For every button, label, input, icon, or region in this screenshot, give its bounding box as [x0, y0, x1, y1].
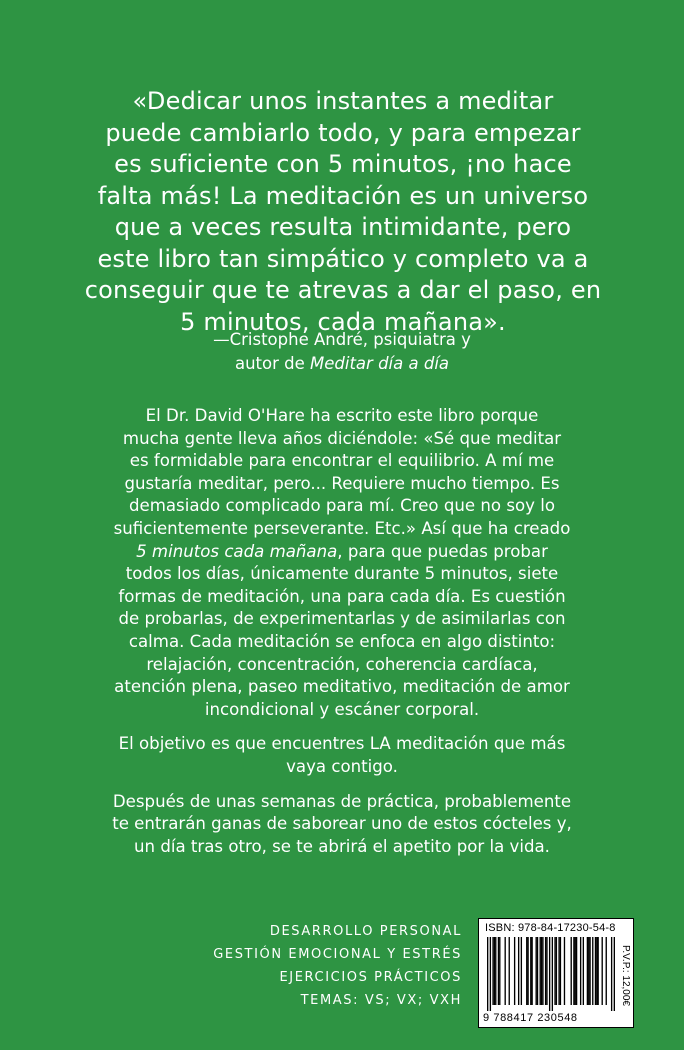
barcode-bar [573, 937, 574, 1005]
blurb-line: es formidable para encontrar el equilibrio. A mí me [129, 451, 555, 471]
blurb-line: El Dr. David O'Hare ha escrito este libro porque [145, 406, 539, 425]
blurb-line: demasiado complicado para mí. Creo que no soy lo [128, 496, 555, 516]
barcode-bar [498, 937, 499, 1005]
barcode-bar [530, 937, 531, 1005]
blurb-line: todos los días, únicamente durante 5 minutos, siete [125, 564, 559, 584]
barcode-bar [490, 937, 491, 1011]
blurb-line: calma. Cada meditación se enfoca en algo distinto: [128, 631, 556, 651]
barcode-bar [589, 937, 590, 1005]
category-item: DESARROLLO PERSONAL [269, 924, 462, 939]
quote-line: conseguir que te atrevas a dar el paso, en [84, 276, 602, 304]
blurb-paragraph-3 [50, 791, 634, 859]
blurb-line: suficientemente perseverante. Etc.» Así que ha creado [113, 518, 571, 538]
barcode-bar [537, 937, 538, 1005]
barcode-bar [587, 937, 588, 1005]
barcode-bar [545, 937, 546, 1005]
barcode-bar [536, 937, 537, 1005]
attribution-author: —Cristophe André, psiquiatra y [213, 330, 471, 349]
barcode-bar [611, 937, 612, 1011]
quote-line: falta más! La meditación es un universo [97, 181, 589, 210]
price-label: P.V.P.: 12,00€ [620, 945, 631, 1006]
blurb-line: incondicional y escáner corporal. [204, 699, 480, 719]
barcode-bar [540, 937, 541, 1005]
barcode-bar [526, 937, 527, 1005]
blurb-line: de probarlas, de experimentarlas y de asimilarlas con [118, 609, 566, 629]
barcode-bars [487, 937, 615, 1011]
blurb-line: relajación, concentración, coherencia cardíaca, [146, 654, 538, 674]
barcode-bar [546, 937, 547, 1005]
barcode-bar [527, 937, 528, 1005]
blurb-line: El objetivo es que encuentres LA meditación que más [118, 734, 566, 754]
attribution-book [120, 352, 564, 376]
barcode-bar [505, 937, 506, 1005]
quote-line: este libro tan simpático y completo va a [97, 244, 589, 273]
barcode-bar [521, 937, 522, 1005]
barcode-bar [499, 937, 500, 1005]
barcode-bar [595, 937, 596, 1005]
barcode-bar [552, 937, 553, 1011]
quote-attribution [120, 328, 564, 375]
barcode-bar [592, 937, 593, 1005]
blurb-line: Después de unas semanas de práctica, probablemente [112, 791, 572, 811]
isbn-label: ISBN: 978-84-17230-54-8 [485, 922, 616, 934]
barcode-bar [564, 937, 565, 1005]
barcode-bar [541, 937, 542, 1005]
barcode-bar [602, 937, 603, 1005]
endorsement-quote [60, 86, 626, 338]
quote-line: «Dedicar unos instantes a meditar [132, 87, 554, 115]
quote-line: 5 minutos, cada mañana». [180, 307, 506, 336]
barcode-bar [514, 937, 515, 1005]
quote-line: puede cambiarlo todo, y para empezar [105, 118, 581, 147]
barcode-bar [606, 937, 607, 1005]
barcode-bar [556, 937, 557, 1005]
category-item: TEMAS: VS; VX; VXH [300, 993, 462, 1008]
category-item: GESTIÓN EMOCIONAL Y ESTRÉS [213, 947, 462, 962]
blurb-line: te entrarán ganas de saborear uno de estos cócteles y, [112, 814, 572, 834]
barcode-bar [588, 937, 589, 1005]
blurb [50, 405, 634, 870]
barcode-bar [492, 937, 493, 1005]
barcode-bar [509, 937, 510, 1005]
barcode-bar [580, 937, 581, 1005]
blurb-line: , para que puedas probar [337, 541, 548, 561]
isbn-barcode [478, 918, 634, 1028]
blurb-line: mucha gente lleva años diciéndole: «Sé que meditar [122, 428, 562, 448]
quote-line: es suficiente con 5 minutos, ¡no hace [114, 150, 572, 178]
barcode-bar [518, 937, 519, 1005]
barcode-bar [531, 937, 532, 1005]
attribution-book-prefix: autor de [234, 353, 311, 373]
blurb-book-title: 5 minutos cada mañana [136, 541, 338, 561]
barcode-bar [494, 937, 495, 1005]
barcode-bar [554, 937, 555, 1005]
blurb-line: formas de meditación, una para cada día. Es cuestión [118, 586, 566, 606]
blurb-line: gustaría meditar, pero... Requiere mucho tiempo. Es [124, 473, 560, 493]
barcode-bar [583, 937, 584, 1005]
barcode-bar [575, 937, 576, 1005]
barcode-bar [487, 937, 488, 1011]
barcode-bar [560, 937, 561, 1005]
blurb-line: vaya contigo. [286, 756, 398, 776]
subject-categories [213, 920, 462, 1012]
blurb-paragraph-2 [50, 733, 634, 778]
barcode-bar [576, 937, 577, 1005]
blurb-line: atención plena, paseo meditativo, meditación de amor [114, 677, 570, 697]
blurb-line: un día tras otro, se te abrirá el apetito por la vida. [134, 836, 550, 856]
quote-line: que a veces resulta intimidante, pero [114, 213, 572, 241]
blurb-paragraph-1 [50, 405, 634, 721]
barcode-bar [549, 937, 550, 1011]
barcode-bar [495, 937, 496, 1005]
barcode-bar [542, 937, 543, 1005]
barcode-bar [571, 937, 572, 1005]
barcode-bar [614, 937, 615, 1011]
attribution-book-title: Meditar día a día [310, 353, 450, 373]
barcode-bar [597, 937, 598, 1005]
category-item: EJERCICIOS PRÁCTICOS [279, 970, 462, 985]
barcode-digits: 9 788417 230548 [483, 1012, 578, 1024]
barcode-bar [596, 937, 597, 1005]
barcode-bar [558, 937, 559, 1005]
